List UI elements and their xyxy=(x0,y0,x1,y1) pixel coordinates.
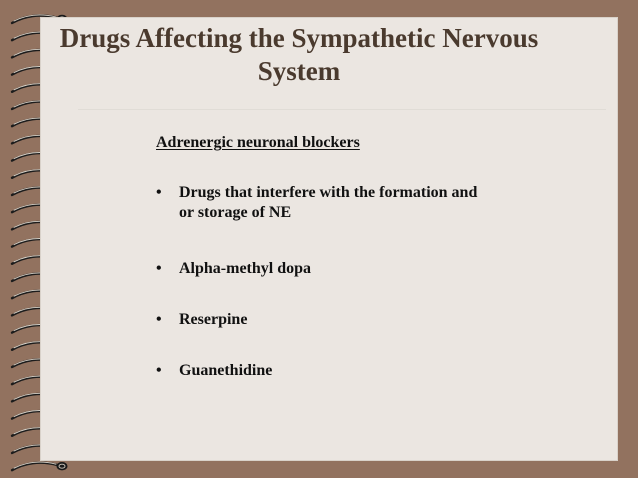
bullet-text: Reserpine xyxy=(179,311,248,328)
title-divider xyxy=(78,109,606,110)
bullet-item xyxy=(156,183,496,223)
bullet-marker: • xyxy=(156,362,162,379)
bullet-marker: • xyxy=(156,311,162,328)
slide-title: Drugs Affecting the Sympathetic Nervous System xyxy=(59,23,539,86)
bullet-item xyxy=(156,259,496,279)
bullet-item xyxy=(156,310,496,330)
bullet-marker: • xyxy=(156,184,162,201)
section-subheading: Adrenergic neuronal blockers xyxy=(156,134,360,151)
bullet-item xyxy=(156,361,496,381)
binding-coil xyxy=(12,462,68,470)
bullet-text: Alpha-methyl dopa xyxy=(179,260,312,277)
bullet-marker: • xyxy=(156,260,162,277)
bullet-text: Drugs that interfere with the formation and or storage of NE xyxy=(179,184,478,221)
bullet-text: Guanethidine xyxy=(179,362,273,379)
